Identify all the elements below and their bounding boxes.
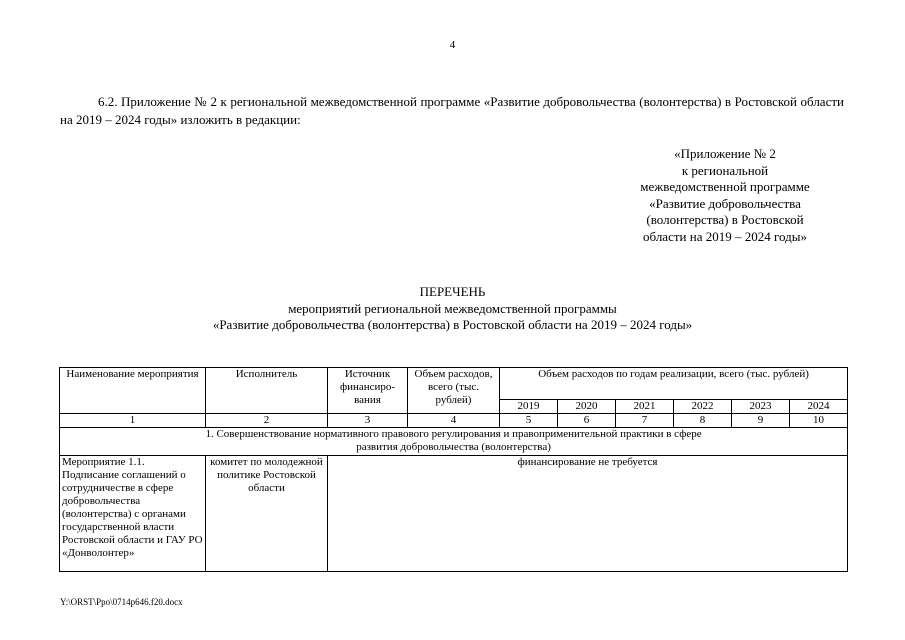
year-cell: 2024 (790, 400, 848, 414)
intro-paragraph: 6.2. Приложение № 2 к региональной межведомственной программе «Развитие добровольчества (волонтерства) в Ростовской области на 2019 – 2024 годы» изложить в редакции: (60, 94, 844, 127)
footer-file-path: Y:\ORST\Ppo\0714p646.f20.docx (60, 597, 183, 607)
column-number: 6 (558, 414, 616, 428)
title-heading: ПЕРЕЧЕНЬ (419, 284, 486, 299)
column-number: 1 (60, 414, 206, 428)
section-title-text: 1. Совершенствование нормативного правового регулирования и правоприменительной практики в сфере развития добровольчества (волонтерства) (205, 428, 702, 453)
year-cell: 2022 (674, 400, 732, 414)
year-cell: 2019 (500, 400, 558, 414)
year-cell: 2021 (616, 400, 674, 414)
column-number: 9 (732, 414, 790, 428)
document-title (0, 284, 905, 334)
column-number: 4 (408, 414, 500, 428)
page-number: 4 (449, 39, 456, 51)
appendix-line: «Приложение № 2 (674, 146, 776, 161)
appendix-line: (волонтерства) в Ростовской (646, 212, 804, 227)
header-name: Наименование мероприятия (60, 368, 206, 414)
column-number: 5 (500, 414, 558, 428)
appendix-caption (600, 146, 850, 245)
title-line: мероприятий региональной межведомственной программы (288, 300, 617, 316)
header-by-years: Объем расходов по годам реализации, всего (тыс. рублей) (500, 368, 848, 400)
appendix-line: межведомственной программе (640, 179, 810, 194)
measure-financing: финансирование не требуется (328, 456, 848, 572)
measure-executor: комитет по молодежной политике Ростовской области (206, 456, 328, 572)
header-executor: Исполнитель (206, 368, 328, 414)
year-cell: 2023 (732, 400, 790, 414)
header-source: Источник финансиро-вания (328, 368, 408, 414)
measures-table (59, 367, 848, 572)
year-cell: 2020 (558, 400, 616, 414)
measure-name: Мероприятие 1.1. Подписание соглашений о сотрудничестве в сфере добровольчества (волонтерства) с органами государственной власти Ростовской области и ГАУ РО «Донволонтер» (60, 456, 206, 572)
title-line: «Развитие добровольчества (волонтерства) в Ростовской области на 2019 – 2024 годы» (212, 317, 693, 332)
column-number: 10 (790, 414, 848, 428)
appendix-line: «Развитие добровольчества (649, 195, 801, 211)
column-number: 2 (206, 414, 328, 428)
header-volume: Объем расходов, всего (тыс. рублей) (408, 368, 500, 414)
column-number: 7 (616, 414, 674, 428)
column-number: 3 (328, 414, 408, 428)
appendix-line: области на 2019 – 2024 годы» (643, 228, 807, 244)
section-title (60, 428, 848, 456)
column-number: 8 (674, 414, 732, 428)
appendix-line: к региональной (681, 162, 769, 178)
